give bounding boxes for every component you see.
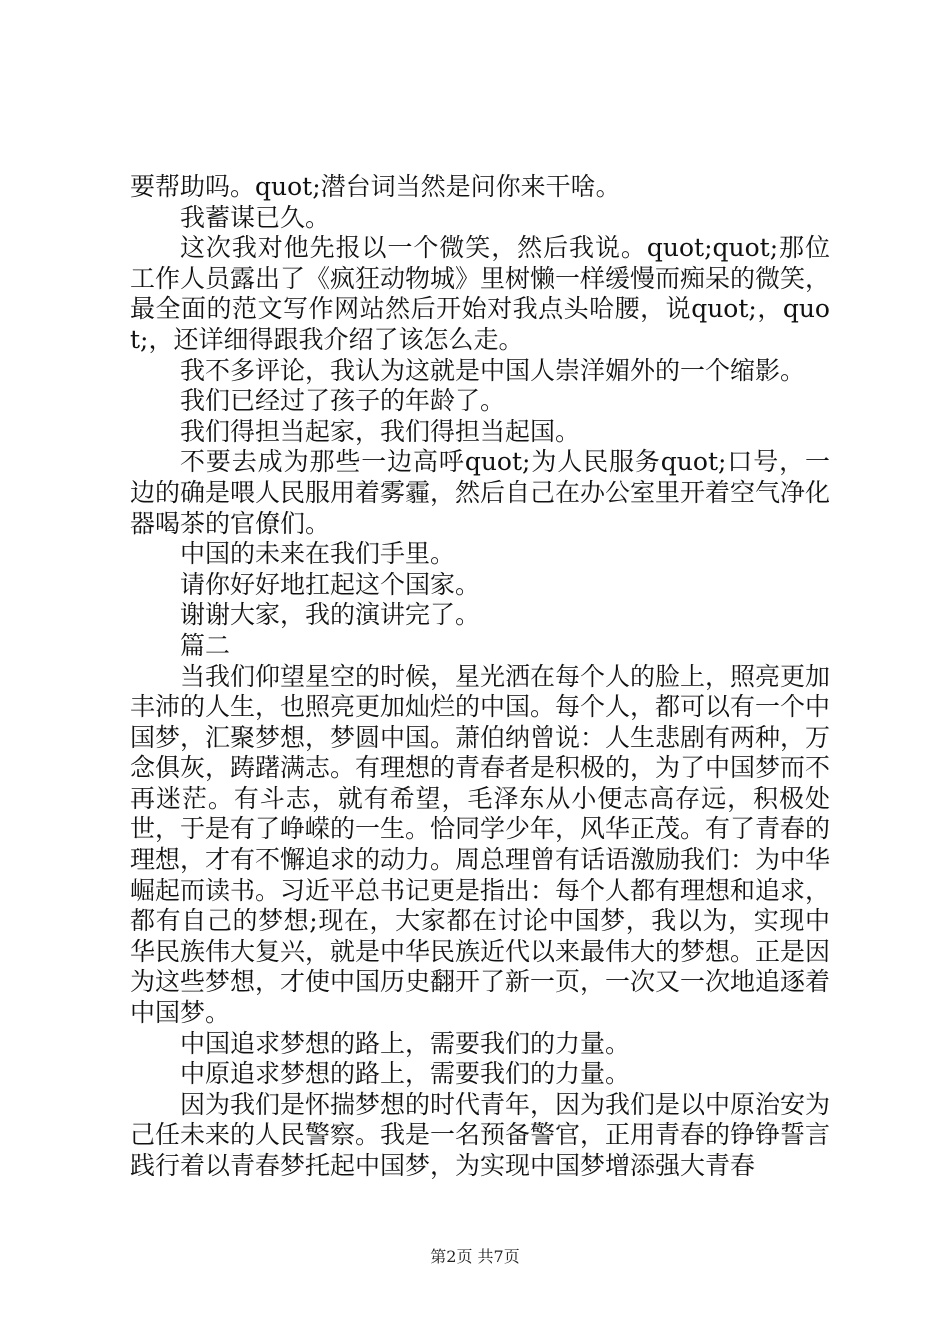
paragraph: 我蓄谋已久。 xyxy=(180,202,331,232)
paragraph: 谢谢大家，我的演讲完了。 xyxy=(180,600,481,630)
paragraph: 我们得担当起家，我们得担当起国。 xyxy=(180,416,581,446)
paragraph: 因为我们是怀揣梦想的时代青年，因为我们是以中原治安为己任未来的人民警察。我是一名预备警官，正用青春的铮铮誓言践行着以青春梦托起中国梦，为实现中国梦增添强大青春 xyxy=(130,1089,831,1180)
document-body xyxy=(130,172,830,1182)
paragraph: 当我们仰望星空的时候，星光洒在每个人的脸上，照亮更加丰沛的人生，也照亮更加灿烂的中国。每个人，都可以有一个中国梦，汇聚梦想，梦圆中国。萧伯纳曾说：人生悲剧有两种，万念俱灰，踌躇满志。有理想的青春者是积极的，为了中国梦而不再迷茫。有斗志，就有希望，毛泽东从小便志高存远，积极处世，于是有了峥嵘的一生。恰同学少年，风华正茂。有了青春的理想，才有不懈追求的动力。周总理曾有话语激励我们：为中华崛起而读书。习近平总书记更是指出：每个人都有理想和追求，都有自己的梦想;现在，大家都在讨论中国梦，我以为，实现中华民族伟大复兴，就是中华民族近代以来最伟大的梦想。正是因为这些梦想，才使中国历史翻开了新一页，一次又一次地追逐着中国梦。 xyxy=(130,661,831,1028)
paragraph: 我不多评论，我认为这就是中国人崇洋媚外的一个缩影。 xyxy=(180,355,806,385)
paragraph: 我们已经过了孩子的年龄了。 xyxy=(180,386,506,416)
section-heading: 篇二 xyxy=(180,630,231,660)
paragraph: 中原追求梦想的路上，需要我们的力量。 xyxy=(180,1059,631,1089)
paragraph: 中国的未来在我们手里。 xyxy=(180,539,456,569)
paragraph: 中国追求梦想的路上，需要我们的力量。 xyxy=(180,1028,631,1058)
paragraph: 请你好好地扛起这个国家。 xyxy=(180,569,481,599)
paragraph: 要帮助吗。quot;潜台词当然是问你来干啥。 xyxy=(130,172,621,201)
page-number-footer: 第2页 共7页 xyxy=(430,1247,520,1266)
paragraph: 不要去成为那些一边高呼quot;为人民服务quot;口号，一边的确是喂人民服用着雾霾，然后自己在办公室里开着空气净化器喝茶的官僚们。 xyxy=(130,447,831,538)
paragraph: 这次我对他先报以一个微笑，然后我说。quot;quot;那位工作人员露出了《疯狂动物城》里树懒一样缓慢而痴呆的微笑，最全面的范文写作网站然后开始对我点头哈腰，说quot;，quot;，还详细得跟我介绍了该怎么走。 xyxy=(130,233,831,354)
